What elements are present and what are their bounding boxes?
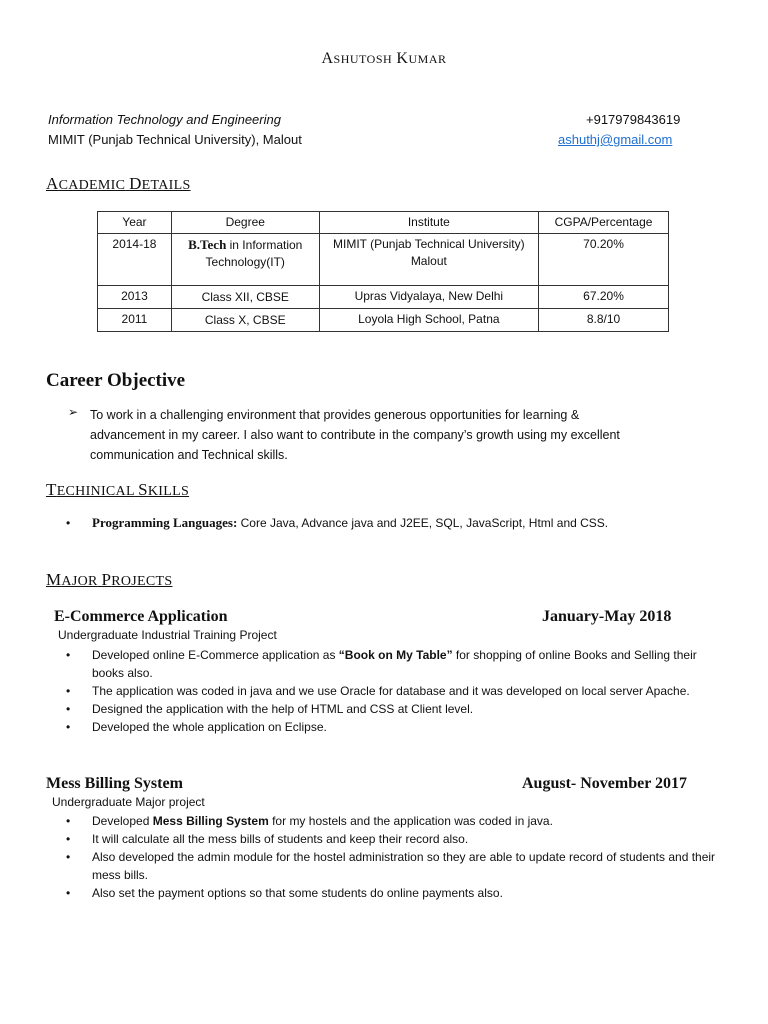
table-row (98, 234, 669, 286)
project-title: Mess Billing System (46, 775, 183, 792)
objective-line: advancement in my career. I also want to contribute in the company’s growth using my excellent (90, 428, 620, 442)
project-date: August- November 2017 (522, 775, 688, 792)
project-title: E-Commerce Application (54, 608, 228, 625)
bullet-dot-icon: • (66, 832, 71, 846)
list-item: • Also developed the admin module for the hostel administration so they are able to update record of students and their mess bills. (66, 850, 716, 882)
objective-line: To work in a challenging environment that provides generous opportunities for learning & (90, 408, 580, 422)
major-projects-heading: MAJOR PROJECTS (46, 570, 173, 589)
list-item: • Developed Mess Billing System for my hostels and the application was coded in java. (66, 814, 553, 828)
institute: MIMIT (Punjab Technical University), Malout (48, 132, 302, 147)
institute-cell: Upras Vidyalaya, New Delhi (319, 286, 538, 309)
table-row (98, 309, 669, 332)
candidate-name: ASHUTOSH KUMAR (321, 50, 447, 67)
list-item: • The application was coded in java and we use Oracle for database and it was developed on local server Apache. (66, 684, 690, 698)
email-link[interactable]: ashuthj@gmail.com (558, 132, 673, 147)
project-date: January-May 2018 (542, 608, 672, 625)
academic-table (97, 211, 669, 332)
bullet-dot-icon: • (66, 516, 71, 530)
list-item: • Designed the application with the help of HTML and CSS at Client level. (66, 702, 474, 716)
phone: +917979843619 (586, 112, 681, 127)
bullet-dot-icon: • (66, 684, 71, 698)
department: Information Technology and Engineering (48, 112, 281, 127)
objective-text (90, 405, 730, 465)
table-row (98, 286, 669, 309)
academic-details-heading: ACADEMIC DETAILS (46, 174, 191, 193)
project-subtitle: Undergraduate Industrial Training Project (58, 628, 277, 642)
score-cell: 67.20% (539, 286, 669, 309)
column-header: Institute (319, 212, 538, 234)
bullet-dot-icon: • (66, 720, 71, 734)
year-cell: 2011 (98, 309, 172, 332)
institute-cell: MIMIT (Punjab Technical University) Malout (319, 234, 538, 286)
list-item: • Developed online E-Commerce application as “Book on My Table” for shopping of online Books and Selling their books also. (66, 648, 697, 680)
list-item: • Developed the whole application on Eclipse. (66, 720, 327, 734)
bullet-dot-icon: • (66, 814, 71, 828)
score-cell: 70.20% (539, 234, 669, 286)
objective-line: communication and Technical skills. (90, 448, 288, 462)
project-subtitle: Undergraduate Major project (52, 795, 205, 809)
year-cell: 2014-18 (98, 234, 172, 286)
bullet-dot-icon: • (66, 702, 71, 716)
project-bullets (62, 646, 722, 736)
column-header: Year (98, 212, 172, 234)
technical-skills-heading: TECHINICAL SKILLS (46, 480, 190, 499)
column-header: CGPA/Percentage (539, 212, 669, 234)
project-bullets (62, 812, 722, 902)
arrow-bullet-icon: ➢ (68, 405, 79, 419)
table-header-row (98, 212, 669, 234)
degree-cell: Class XII, CBSE (171, 286, 319, 309)
score-cell: 8.8/10 (539, 309, 669, 332)
bullet-dot-icon: • (66, 648, 71, 662)
bullet-dot-icon: • (66, 850, 71, 864)
career-objective-heading: Career Objective (46, 370, 186, 391)
degree-cell: B.Tech in Information Technology(IT) (171, 234, 319, 286)
bullet-dot-icon: • (66, 886, 71, 900)
degree-cell: Class X, CBSE (171, 309, 319, 332)
institute-cell: Loyola High School, Patna (319, 309, 538, 332)
list-item: • Also set the payment options so that some students do online payments also. (66, 886, 503, 900)
skills-list (62, 514, 722, 532)
year-cell: 2013 (98, 286, 172, 309)
list-item: • It will calculate all the mess bills of students and keep their record also. (66, 832, 469, 846)
list-item: • Programming Languages: Core Java, Advance java and J2EE, SQL, JavaScript, Html and CSS. (66, 515, 609, 530)
column-header: Degree (171, 212, 319, 234)
